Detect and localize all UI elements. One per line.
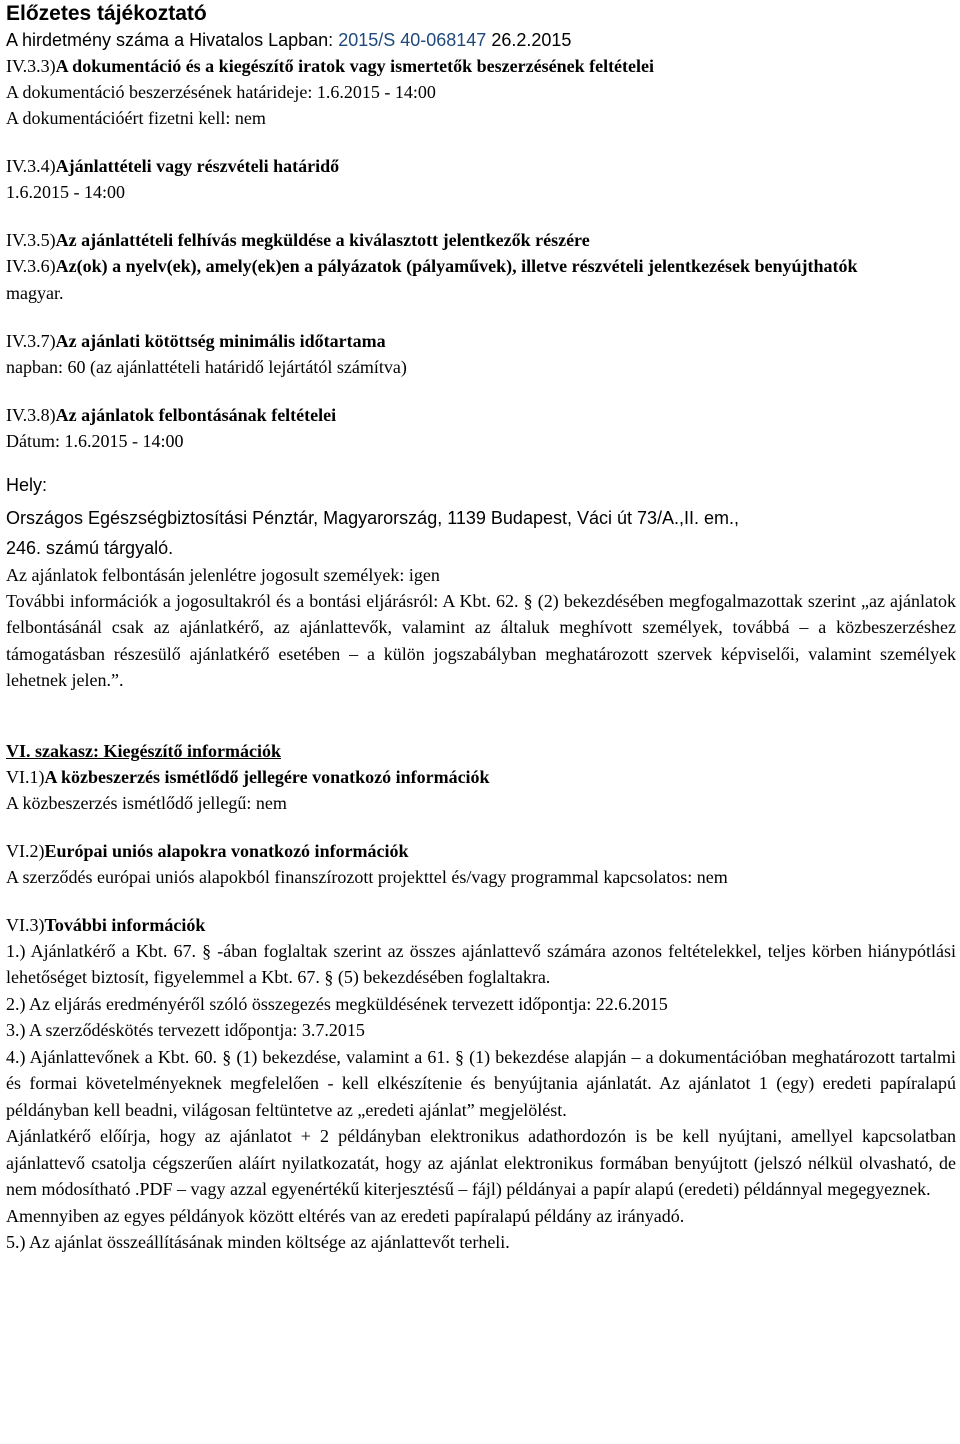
notice-number-line xyxy=(6,27,956,53)
opening-more-info: További információk a jogosultakról és a bontási eljárásról: A Kbt. 62. § (2) bekezdésében megfogalmazottak szerint „az ajánlatok felbontásánál csak az ajánlatkérő, az ajánlattevők, valamint az általuk meghívott személyek, továbbá – a közbeszerzéshez támogatásban részesülő ajánlatkérő esetében – a külön jogszabályban meghatározott szervek képviselői, valamint személyek lehetnek jelen.”. xyxy=(6,590,956,690)
section-number: VI.1) xyxy=(6,766,45,787)
eu-funds-value: A szerződés európai uniós alapokból finanszírozott projekttel és/vagy programmal kapcsolatos: nem xyxy=(6,866,728,887)
section-number: IV.3.4) xyxy=(6,156,56,176)
tender-deadline: 1.6.2015 - 14:00 xyxy=(6,182,125,202)
section-number: IV.3.8) xyxy=(6,404,56,425)
section-iv-3-4-heading xyxy=(6,153,956,179)
language-value: magyar. xyxy=(6,282,64,303)
section-vi-1-heading xyxy=(6,764,956,790)
section-heading: Az(ok) a nyelv(ek), amely(ek)en a pályázatok (pályaművek), illetve részvételi jelentkezések benyújthatók xyxy=(55,256,858,276)
section-heading: További információk xyxy=(44,914,206,935)
opening-date: Dátum: 1.6.2015 - 14:00 xyxy=(6,430,184,451)
section-number: VI.3) xyxy=(6,914,45,935)
notice-number-label: A hirdetmény száma a Hivatalos Lapban: xyxy=(6,30,339,50)
recurring-value: A közbeszerzés ismétlődő jellegű: nem xyxy=(6,792,287,813)
section-heading: A dokumentáció és a kiegészítő iratok vagy ismertetők beszerzésének feltételei xyxy=(55,56,655,76)
info-paragraph-1: 1.) Ajánlatkérő a Kbt. 67. § -ában foglaltak szerint az összes ajánlattevő számára azonos feltételekkel, teljes körben hiánypótlási lehetőséget biztosít, figyelemmel a Kbt. 67. § (5) bekezdésében foglaltakra. xyxy=(6,940,956,987)
section-heading: Európai uniós alapokra vonatkozó információk xyxy=(44,840,409,861)
section-iv-3-3-heading xyxy=(6,53,956,79)
place-label: Hely: xyxy=(6,474,48,495)
info-paragraph-6: Amennyiben az egyes példányok között eltérés van az eredeti papíralapú példány az irányadó. xyxy=(6,1205,685,1226)
notice-date: 26.2.2015 xyxy=(486,30,572,50)
info-paragraph-3: 3.) A szerződéskötés tervezett időpontja: 3.7.2015 xyxy=(6,1020,365,1040)
section-heading: A közbeszerzés ismétlődő jellegére vonatkozó információk xyxy=(44,766,490,787)
section-number: IV.3.3) xyxy=(6,56,56,76)
section-number: IV.3.6) xyxy=(6,256,56,276)
info-paragraph-7: 5.) Az ajánlat összeállításának minden költsége az ajánlattevőt terheli. xyxy=(6,1232,510,1252)
section-iv-3-6-heading xyxy=(6,253,956,280)
section-heading: Az ajánlatok felbontásának feltételei xyxy=(55,404,337,425)
info-paragraph-4: 4.) Ajánlattevőnek a Kbt. 60. § (1) bekezdése, valamint a 61. § (1) bekezdése alapján – a dokumentációban meghatározott tartalmi és formai követelményeknek megfelelően - kell elkészítenie és benyújtania ajánlatát. Az ajánlatot 1 (egy) eredeti papíralapú példányban kell beadni, világosan feltüntetve az „eredeti ajánlat” megjelölést. xyxy=(6,1046,956,1120)
section-heading: Az ajánlattételi felhívás megküldése a kiválasztott jelentkezők részére xyxy=(55,230,590,250)
section-heading: Ajánlattételi vagy részvételi határidő xyxy=(55,156,340,176)
place-line-2: 246. számú tárgyaló. xyxy=(6,537,174,558)
binding-period: napban: 60 (az ajánlattételi határidő lejártától számítva) xyxy=(6,356,407,377)
section-iv-3-5-heading xyxy=(6,227,956,253)
section-heading: Az ajánlati kötöttség minimális időtartama xyxy=(55,330,386,351)
page-title: Előzetes tájékoztató xyxy=(6,2,207,25)
info-paragraph-2: 2.) Az eljárás eredményéről szóló összegezés megküldésének tervezett időpontja: 22.6.2015 xyxy=(6,993,668,1014)
section-vi-title: VI. szakasz: Kiegészítő információk xyxy=(6,740,281,761)
section-vi-3-heading xyxy=(6,912,956,938)
info-paragraph-5: Ajánlatkérő előírja, hogy az ajánlatot + 2 példányban elektronikus adathordozón is be kell nyújtani, amellyel kapcsolatban ajánlattevő csatolja cégszerűen aláírt nyilatkozatát, hogy az ajánlat elektronikus formában benyújtott (jelszó nélkül olvasható, de nem módosítható .PDF – vagy azzal egyenértékű kiterjesztésű – fájl) példányai a papír alapú (eredeti) példánnyal megegyeznek. xyxy=(6,1126,956,1199)
section-number: IV.3.5) xyxy=(6,230,56,250)
documentation-deadline: A dokumentáció beszerzésének határideje: 1.6.2015 - 14:00 xyxy=(6,82,436,102)
place-line-1: Országos Egészségbiztosítási Pénztár, Magyarország, 1139 Budapest, Váci út 73/A.,II. em., xyxy=(6,507,740,528)
section-number: IV.3.7) xyxy=(6,330,56,351)
documentation-payment: A dokumentációért fizetni kell: nem xyxy=(6,108,266,128)
section-iv-3-8-heading xyxy=(6,402,956,428)
section-iv-3-7-heading xyxy=(6,328,956,354)
opening-attendance: Az ajánlatok felbontásán jelenlétre jogosult személyek: igen xyxy=(6,564,440,585)
section-number: VI.2) xyxy=(6,840,45,861)
notice-number: 2015/S 40-068147 xyxy=(338,30,487,50)
section-vi-2-heading xyxy=(6,838,956,864)
